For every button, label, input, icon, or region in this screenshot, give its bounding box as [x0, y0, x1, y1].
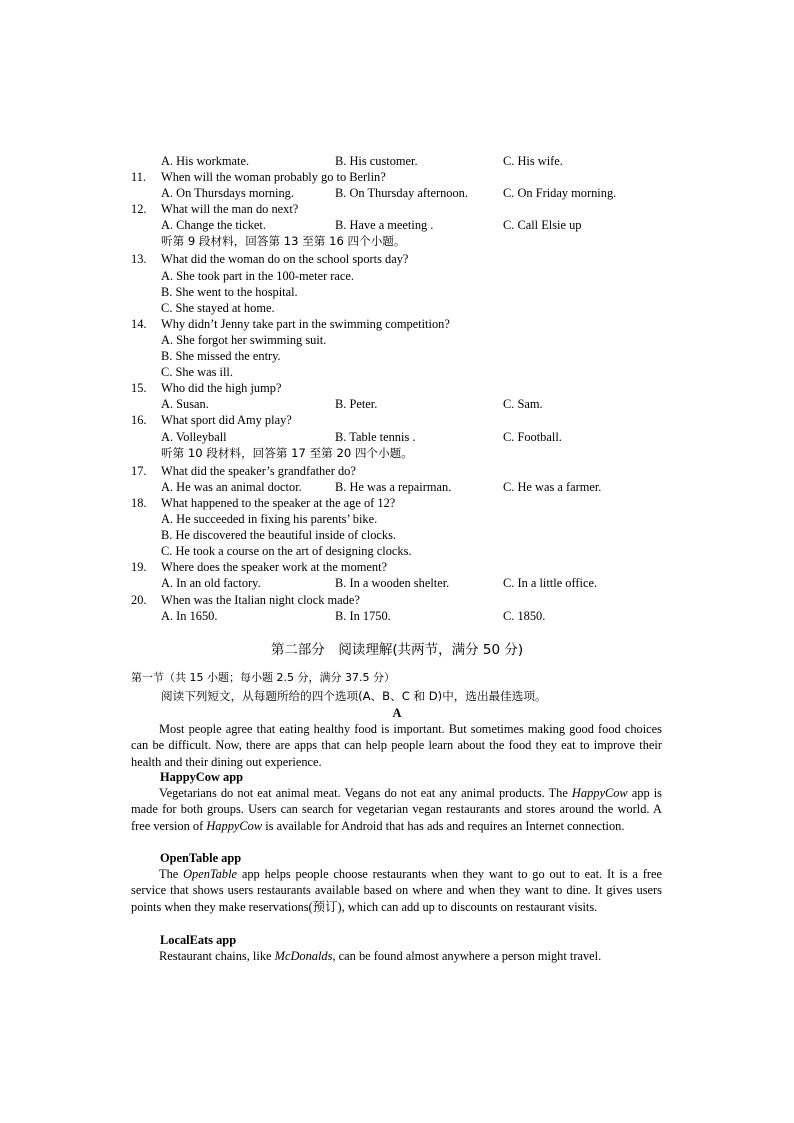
option-c: C. 1850. [503, 609, 546, 623]
option-a: A. Change the ticket. [161, 218, 266, 232]
option-c: C. He was a farmer. [503, 480, 602, 494]
option-a: A. He was an animal doctor. [161, 480, 302, 494]
restaurant-chain-name: McDonalds [274, 949, 333, 963]
question-text: What did the speaker’s grandfather do? [161, 464, 356, 478]
option-b: B. Have a meeting . [335, 218, 434, 232]
option-a: A. On Thursdays morning. [161, 186, 294, 200]
question-number: 13. [131, 252, 147, 266]
question-number: 16. [131, 413, 147, 427]
option-b: B. Table tennis . [335, 430, 416, 444]
question-text: When will the woman probably go to Berlin? [161, 170, 386, 184]
option-a: A. She took part in the 100-meter race. [161, 269, 355, 283]
question-number: 17. [131, 464, 147, 478]
question-number: 11. [131, 170, 147, 184]
happycow-paragraph [131, 785, 662, 834]
option-b: B. He was a repairman. [335, 480, 452, 494]
question-number: 15. [131, 381, 147, 395]
option-a: A. Volleyball [161, 430, 227, 444]
q10-option-a: A. His workmate. [161, 154, 250, 168]
option-b: B. In a wooden shelter. [335, 576, 450, 590]
opentable-heading: OpenTable app [160, 851, 242, 865]
option-b: B. In 1750. [335, 609, 391, 623]
q10-option-c: C. His wife. [503, 154, 563, 168]
question-text: What will the man do next? [161, 202, 299, 216]
question-number: 12. [131, 202, 147, 216]
question-text: Why didn’t Jenny take part in the swimming competition? [161, 317, 450, 331]
option-b: B. He discovered the beautiful inside of clocks. [161, 528, 397, 542]
question-number: 14. [131, 317, 147, 331]
happycow-text-1: Vegetarians do not eat animal meat. Vegans do not eat any animal products. The [159, 786, 568, 800]
option-c: C. Call Elsie up [503, 218, 582, 232]
question-text: What happened to the speaker at the age of 12? [161, 496, 396, 510]
opentable-app-name: OpenTable [183, 867, 238, 881]
question-number: 19. [131, 560, 147, 574]
opentable-text-1: The [159, 867, 179, 881]
option-b: B. She missed the entry. [161, 349, 281, 363]
option-c: C. She was ill. [161, 365, 233, 379]
option-b: B. She went to the hospital. [161, 285, 298, 299]
question-text: What did the woman do on the school sports day? [161, 252, 409, 266]
part-two-title: 第二部分 阅读理解(共两节，满分 50 分) [270, 642, 524, 658]
option-a: A. Susan. [161, 397, 209, 411]
localeats-paragraph [131, 948, 662, 964]
happycow-heading: HappyCow app [160, 770, 243, 784]
question-text: Where does the speaker work at the moment? [161, 560, 388, 574]
happycow-app-name: HappyCow [206, 818, 263, 833]
option-c: C. He took a course on the art of designing clocks. [161, 544, 412, 558]
option-a: A. She forgot her swimming suit. [161, 333, 327, 347]
listening-instruction: 听第 9 段材料，回答第 13 至第 16 四个小题。 [161, 234, 406, 248]
option-c: C. On Friday morning. [503, 186, 617, 200]
option-a: A. In an old factory. [161, 576, 261, 590]
reading-directions: 阅读下列短文，从每题所给的四个选项(A、B、C 和 D)中，选出最佳选项。 [161, 689, 547, 703]
happycow-text-3: is available for Android that has ads and requires an Internet connection. [265, 818, 625, 833]
listening-instruction: 听第 10 段材料，回答第 17 至第 20 四个小题。 [161, 446, 413, 460]
question-number: 20. [131, 593, 147, 607]
question-text: What sport did Amy play? [161, 413, 292, 427]
option-c: C. In a little office. [503, 576, 598, 590]
localeats-text-2: , can be found almost anywhere a person might travel. [332, 949, 602, 963]
passage-label: A [392, 706, 402, 720]
q10-option-b: B. His customer. [335, 154, 418, 168]
localeats-heading: LocalEats app [160, 933, 237, 947]
passage-intro-text: Most people agree that eating healthy food is important. But sometimes making good food choices can be difficult. Now, there are apps that can help people learn about the food they eat to improve their health and their dining out experience. [131, 722, 662, 769]
option-a: A. In 1650. [161, 609, 218, 623]
option-c: C. She stayed at home. [161, 301, 275, 315]
option-b: B. On Thursday afternoon. [335, 186, 468, 200]
option-a: A. He succeeded in fixing his parents’ bike. [161, 512, 378, 526]
question-text: When was the Italian night clock made? [161, 593, 360, 607]
option-c: C. Football. [503, 430, 562, 444]
option-b: B. Peter. [335, 397, 378, 411]
opentable-paragraph [131, 866, 662, 915]
question-number: 18. [131, 496, 147, 510]
question-text: Who did the high jump? [161, 381, 282, 395]
happycow-app-name: HappyCow [571, 786, 628, 800]
option-c: C. Sam. [503, 397, 543, 411]
opentable-text-2: app helps people choose restaurants when they want to go out to eat. It is a free service that shows users restaurants available based on where and when they want to dine. It gives users points when they make reservations(预订), which can add up to discounts on restaurant visits. [131, 867, 662, 914]
happycow-text-2: app is made for both groups. Users can search for vegetarian vegan restaurants and stores around the world. A free version of [131, 786, 662, 833]
section-one-heading: 第一节（共 15 小题；每小题 2.5 分，满分 37.5 分） [131, 671, 395, 684]
localeats-text-1: Restaurant chains, like [159, 949, 272, 963]
passage-intro [131, 721, 662, 770]
